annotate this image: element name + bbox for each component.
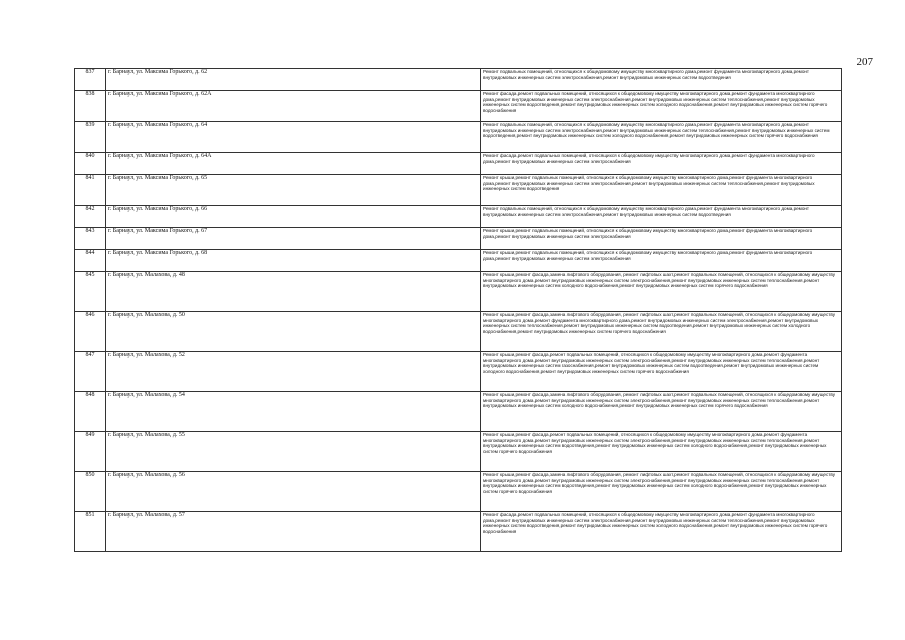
table-row	[75, 352, 842, 392]
table-row	[75, 228, 842, 250]
address-cell: г. Барнаул, ул. Малахова, д. 57	[106, 512, 481, 552]
works-cell: Ремонт крыши,ремонт фасада,замена лифтового оборудования, ремонт лифтовых шахт,ремонт подвальных помещений, относящихся к общедомовому имуществу многоквартирного дома,ремонт внутридомовых инженерных систем электроснабжения,ремонт внутридомовых инженерных систем теплоснабжения,ремонт внутридомовых инженерных систем холодного водоснабжения,ремонт внутридомовых инженерных систем горячего водоснабжения	[481, 272, 842, 312]
repair-registry-table	[74, 68, 842, 552]
address-cell: г. Барнаул, ул. Малахова, д. 56	[106, 472, 481, 512]
works-cell: Ремонт крыши,ремонт фасада,замена лифтового оборудования, ремонт лифтовых шахт,ремонт подвальных помещений, относящихся к общедомовому имуществу многоквартирного дома,ремонт внутридомовых инженерных систем электроснабжения,ремонт внутридомовых инженерных систем теплоснабжения,ремонт внутридомовых инженерных систем водоотведения,ремонт внутридомовых инженерных систем холодного водоснабжения,ремонт внутридомовых инженерных систем горячего водоснабжения	[481, 472, 842, 512]
table-row	[75, 69, 842, 91]
row-number: 850	[75, 472, 106, 512]
row-number: 841	[75, 175, 106, 206]
works-cell: Ремонт крыши,ремонт фасада,ремонт подвальных помещений, относящихся к общедомовому имуществу многоквартирного дома,ремонт фундамента многоквартирного дома,ремонт внутридомовых инженерных систем электроснабжения,ремонт внутридомовых инженерных систем теплоснабжения,ремонт внутридомовых инженерных систем газоснабжения,ремонт внутридомовых инженерных систем водоотведения,ремонт внутридомовых инженерных систем холодного водоснабжения,ремонт внутридомовых инженерных систем горячего водоснабжения	[481, 352, 842, 392]
address-cell: г. Барнаул, ул. Максима Горького, д. 64А	[106, 153, 481, 175]
works-cell: Ремонт подвальных помещений, относящихся к общедомовому имуществу многоквартирного дома,ремонт фундамента многоквартирного дома,ремонт внутридомовых инженерных систем электроснабжения,ремонт внутридомовых инженерных систем теплоснабжения,ремонт внутридомовых инженерных систем водоотведения,ремонт внутридомовых инженерных систем холодного водоснабжения,ремонт внутридомовых инженерных систем горячего водоснабжения	[481, 122, 842, 153]
table-row	[75, 392, 842, 432]
address-cell: г. Барнаул, ул. Малахова, д. 54	[106, 392, 481, 432]
address-cell: г. Барнаул, ул. Малахова, д. 55	[106, 432, 481, 472]
table-row	[75, 175, 842, 206]
row-number: 849	[75, 432, 106, 472]
table-row	[75, 512, 842, 552]
address-cell: г. Барнаул, ул. Малахова, д. 48	[106, 272, 481, 312]
row-number: 838	[75, 91, 106, 122]
row-number: 842	[75, 206, 106, 228]
row-number: 837	[75, 69, 106, 91]
works-cell: Ремонт фасада,ремонт подвальных помещений, относящихся к общедомовому имуществу многоквартирного дома,ремонт фундамента многоквартирного дома,ремонт внутридомовых инженерных систем электроснабжения,ремонт внутридомовых инженерных систем теплоснабжения,ремонт внутридомовых инженерных систем водоотведения,ремонт внутридомовых инженерных систем холодного водоснабжения,ремонт внутридомовых инженерных систем горячего водоснабжения	[481, 512, 842, 552]
table-row	[75, 122, 842, 153]
address-cell: г. Барнаул, ул. Максима Горького, д. 68	[106, 250, 481, 272]
row-number: 845	[75, 272, 106, 312]
table-row	[75, 206, 842, 228]
row-number: 851	[75, 512, 106, 552]
address-cell: г. Барнаул, ул. Максима Горького, д. 62	[106, 69, 481, 91]
table-row	[75, 91, 842, 122]
works-cell: Ремонт крыши,ремонт подвальных помещений, относящихся к общедомовому имуществу многоквартирного дома,ремонт фундамента многоквартирного дома,ремонт внутридомовых инженерных систем электроснабжения	[481, 228, 842, 250]
address-cell: г. Барнаул, ул. Малахова, д. 52	[106, 352, 481, 392]
works-cell: Ремонт фасада,ремонт подвальных помещений, относящихся к общедомовому имуществу многоквартирного дома,ремонт фундамента многоквартирного дома,ремонт внутридомовых инженерных систем электроснабжения	[481, 153, 842, 175]
works-cell: Ремонт крыши,ремонт фасада,ремонт подвальных помещений, относящихся к общедомовому имуществу многоквартирного дома,ремонт фундамента многоквартирного дома,ремонт внутридомовых инженерных систем электроснабжения,ремонт внутридомовых инженерных систем теплоснабжения,ремонт внутридомовых инженерных систем водоотведения,ремонт внутридомовых инженерных систем холодного водоснабжения,ремонт внутридомовых инженерных систем горячего водоснабжения	[481, 432, 842, 472]
table-row	[75, 312, 842, 352]
works-cell: Ремонт подвальных помещений, относящихся к общедомовому имуществу многоквартирного дома,ремонт фундамента многоквартирного дома,ремонт внутридомовых инженерных систем электроснабжения,ремонт внутридомовых инженерных систем водоотведения	[481, 206, 842, 228]
table-row	[75, 472, 842, 512]
works-cell: Ремонт крыши,ремонт подвальных помещений, относящихся к общедомовому имуществу многоквартирного дома,ремонт фундамента многоквартирного дома,ремонт внутридомовых инженерных систем электроснабжения,ремонт внутридомовых инженерных систем теплоснабжения,ремонт внутридомовых инженерных систем водоотведения	[481, 175, 842, 206]
table-body	[75, 69, 842, 552]
table-row	[75, 250, 842, 272]
table-row	[75, 272, 842, 312]
address-cell: г. Барнаул, ул. Малахова, д. 50	[106, 312, 481, 352]
page-number: 207	[856, 56, 873, 68]
row-number: 840	[75, 153, 106, 175]
row-number: 847	[75, 352, 106, 392]
row-number: 839	[75, 122, 106, 153]
row-number: 846	[75, 312, 106, 352]
address-cell: г. Барнаул, ул. Максима Горького, д. 64	[106, 122, 481, 153]
address-cell: г. Барнаул, ул. Максима Горького, д. 66	[106, 206, 481, 228]
row-number: 848	[75, 392, 106, 432]
row-number: 844	[75, 250, 106, 272]
address-cell: г. Барнаул, ул. Максима Горького, д. 67	[106, 228, 481, 250]
address-cell: г. Барнаул, ул. Максима Горького, д. 65	[106, 175, 481, 206]
address-cell: г. Барнаул, ул. Максима Горького, д. 62А	[106, 91, 481, 122]
row-number: 843	[75, 228, 106, 250]
table-row	[75, 432, 842, 472]
table-row	[75, 153, 842, 175]
works-cell: Ремонт фасада,ремонт подвальных помещений, относящихся к общедомовому имуществу многоквартирного дома,ремонт фундамента многоквартирного дома,ремонт внутридомовых инженерных систем электроснабжения,ремонт внутридомовых инженерных систем теплоснабжения,ремонт внутридомовых инженерных систем водоотведения,ремонт внутридомовых инженерных систем холодного водоснабжения,ремонт внутридомовых инженерных систем горячего водоснабжения	[481, 91, 842, 122]
works-cell: Ремонт крыши,ремонт подвальных помещений, относящихся к общедомовому имуществу многоквартирного дома,ремонт фундамента многоквартирного дома,ремонт внутридомовых инженерных систем электроснабжения	[481, 250, 842, 272]
works-cell: Ремонт крыши,ремонт фасада,замена лифтового оборудования, ремонт лифтовых шахт,ремонт подвальных помещений, относящихся к общедомовому имуществу многоквартирного дома,ремонт фундамента многоквартирного дома,ремонт внутридомовых инженерных систем электроснабжения,ремонт внутридомовых инженерных систем теплоснабжения,ремонт внутридомовых инженерных систем водоотведения,ремонт внутридомовых инженерных систем холодного водоснабжения,ремонт внутридомовых инженерных систем горячего водоснабжения	[481, 312, 842, 352]
works-cell: Ремонт крыши,ремонт фасада,замена лифтового оборудования, ремонт лифтовых шахт,ремонт подвальных помещений, относящихся к общедомовому имуществу многоквартирного дома,ремонт внутридомовых инженерных систем электроснабжения,ремонт внутридомовых инженерных систем теплоснабжения,ремонт внутридомовых инженерных систем холодного водоснабжения,ремонт внутридомовых инженерных систем горячего водоснабжения	[481, 392, 842, 432]
works-cell: Ремонт подвальных помещений, относящихся к общедомовому имуществу многоквартирного дома,ремонт фундамента многоквартирного дома,ремонт внутридомовых инженерных систем электроснабжения,ремонт внутридомовых инженерных систем водоотведения	[481, 69, 842, 91]
